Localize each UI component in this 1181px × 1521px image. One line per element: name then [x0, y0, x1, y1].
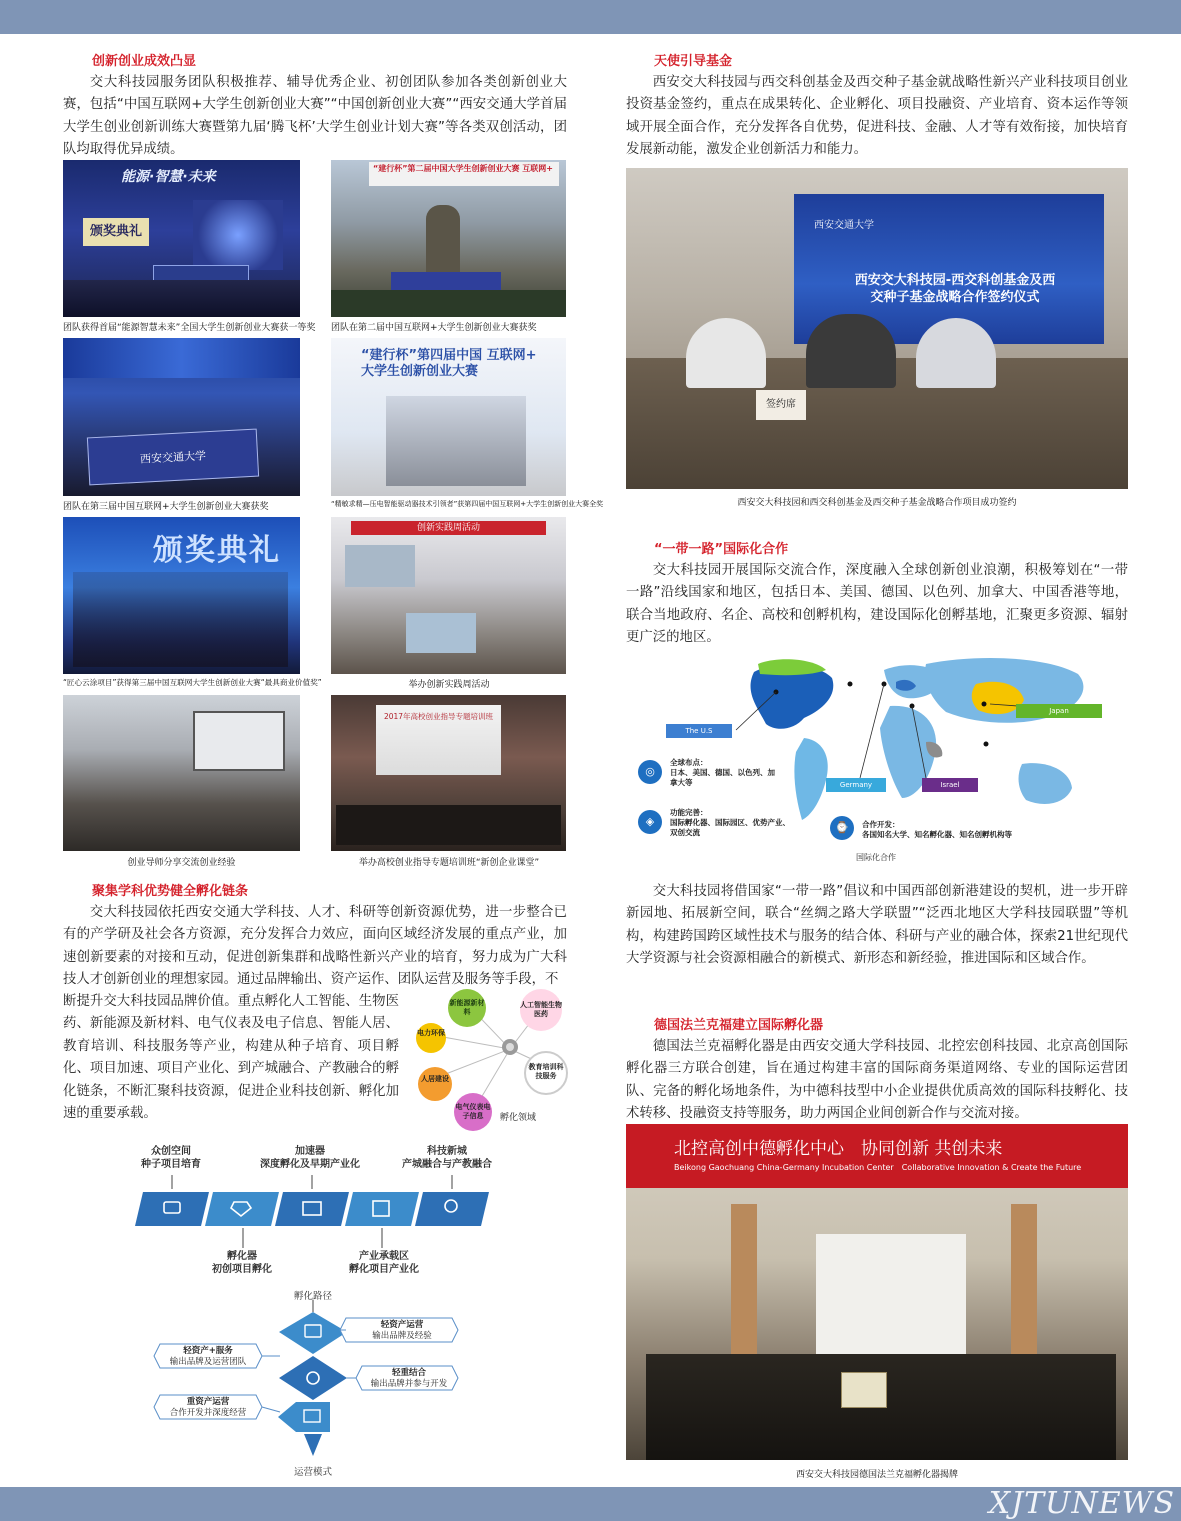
- map-label-israel: Israel: [922, 778, 978, 792]
- photo-fund-signing: [626, 168, 1128, 489]
- projector-screen: [193, 711, 285, 771]
- crowd: [331, 290, 566, 317]
- top-band: [0, 0, 1181, 34]
- backdrop: [63, 338, 300, 378]
- photo-practice-week: [331, 517, 566, 674]
- ops-bottom-label: 运营模式: [293, 1467, 332, 1478]
- photo-caption: 举办高校创业指导专题培训班“新创企业课堂”: [358, 858, 540, 868]
- section-title-incubation-chain: 聚集学科优势健全孵化链条: [92, 884, 249, 899]
- node-ai-biomed: 人工智能生物医药: [520, 989, 562, 1031]
- legend-functions: 功能完善： 国际孵化器、国际园区、优势产业、双创交流: [670, 808, 790, 837]
- chain-connectors-top: [135, 1175, 495, 1191]
- photo-caption: “精敏求精—压电智能驱动器技术引领者”获第四届中国互联网+大学生创新创业大赛全奖: [331, 500, 604, 508]
- award-winners: [73, 572, 288, 667]
- audience: [336, 805, 561, 845]
- banner-cn: 北控高创中德孵化中心 协同创新 共创未来: [674, 1139, 1003, 1159]
- chain-connectors: [135, 1228, 495, 1254]
- watermark: XJTUNEWS: [988, 1486, 1175, 1521]
- angel-fund-paragraph: 西安交大科技园与西交科创基金及西交种子基金就战略性新兴产业科技项目创业投资基金签约，重点在成果转化、企业孵化、项目投融资、产业培育、资本运作等领域开展全面合作，充分发挥各自优势，促进科技、金融、人才等有效衔接，加快培育发展新动能，激发企业创新活力和能力。: [626, 75, 1128, 158]
- signer-right: [916, 318, 996, 388]
- award-board: 颁奖典礼: [83, 218, 149, 246]
- photo-third-contest: [63, 338, 300, 496]
- photo-banner-text: “建行杯”第二届中国大学生创新创业大赛 互联网+: [369, 162, 559, 186]
- photo-caption: 举办创新实践周活动: [408, 680, 490, 690]
- ops-left-box: 重资产运营 合作开发并深度经营: [169, 1397, 247, 1418]
- ops-left-box: 轻资产+服务 输出品牌及运营团队: [169, 1346, 247, 1367]
- app-icon: ◈: [638, 810, 662, 834]
- node-education: 教育培训科技服务: [524, 1051, 568, 1095]
- chain-stage-label: 加速器 深度孵化及早期产业化: [260, 1146, 360, 1170]
- team-group: [386, 396, 526, 486]
- photo-banner-text: 颁奖典礼: [153, 533, 281, 568]
- photo-caption: 团队获得首届“能源智慧未来”全国大学生创新创业大赛获一等奖: [63, 323, 316, 333]
- stage-screen: [193, 200, 283, 270]
- ops-right-box: 轻资产运营 输出品牌及经验: [372, 1320, 432, 1341]
- map-caption: 国际化合作: [856, 853, 896, 862]
- map-label-japan: Japan: [1016, 704, 1102, 718]
- incubation-field-diagram: [410, 985, 570, 1125]
- section-title-angel-fund: 天使引导基金: [654, 54, 733, 69]
- projector-screen: 2017年高校创业指导专题培训班: [376, 705, 501, 775]
- section-title-belt-road: “一带一路”国际化合作: [654, 542, 789, 557]
- ops-top-label: 孵化路径: [293, 1291, 332, 1302]
- signer-center: [806, 314, 896, 388]
- frankfurt-paragraph: 德国法兰克福孵化器是由西安交通大学科技园、北控宏创科技园、北京高创国际孵化器三方联合创建，旨在通过构建丰富的国际商务渠道网络、专业的国际运营团队、完备的孵化场地条件，为中德科技型中小企业提供优质高效的国际科技孵化、技术转移、投融资支持等服务，助力两国企业间创新合作与交流对接。: [626, 1039, 1128, 1122]
- school-flag: 西安交通大学: [87, 429, 259, 486]
- screen-center: [406, 613, 476, 653]
- section-title-achievements: 创新创业成效凸显: [92, 54, 197, 69]
- photo-banner-text: 创新实践周活动: [351, 521, 546, 535]
- photo-commercial-award: [63, 517, 300, 674]
- screen-title: 西安交大科技园-西交科创基金及西 交种子基金战略合作签约仪式: [854, 273, 1056, 305]
- screen-header: 西安交通大学: [814, 220, 874, 231]
- red-banner: [626, 1124, 1128, 1188]
- photo-caption: 西安交大科技园德国法兰克福孵化器揭牌: [795, 1470, 958, 1480]
- photo-mentor-sharing: [63, 695, 300, 851]
- statue: [426, 205, 460, 275]
- photo-banner-text: 能源·智慧·未来: [121, 169, 216, 185]
- plaque: [841, 1372, 887, 1408]
- incubation-paragraph-top: 交大科技园依托西安交通大学科技、人才、科研等创新资源优势，进一步整合已有的产学研及社会各方资源，充分发挥合力效应，面向区域经济发展的重点产业，加速创新要素的对接和互动，促进创新集群和战略性新兴产业的培育，努力成为广大科技人才创新创业的理想家园。通过品牌输出、资产运作、团队运营及服务等手段，不: [63, 905, 567, 988]
- belt-road-paragraph: 交大科技园开展国际交流合作，深度融入全球创新创业浪潮，积极筹划在“一带一路”沿线国家和地区，包括日本、美国、德国、以色列、加拿大、中国香港等地，联合当地政府、名企、高校和创孵机构，建设国际化创孵基地，汇聚更多资源、辐射更广泛的地区。: [626, 563, 1128, 646]
- chain-stage-label: 科技新城 产城融合与产教融合: [402, 1146, 492, 1170]
- signer-left: [686, 318, 766, 388]
- photo-caption: 创业导师分享交流创业经验: [127, 858, 236, 868]
- map-label-us: The U.S: [666, 724, 732, 738]
- chain-stage-label: 产业承载区 孵化项目产业化: [349, 1251, 419, 1275]
- projector-screen: [816, 1234, 966, 1354]
- map-label-germany: Germany: [826, 778, 886, 792]
- name-plate: 签约席: [756, 390, 806, 420]
- incubation-chain-bar: [135, 1190, 495, 1230]
- photo-training-class: [331, 695, 566, 851]
- ops-right-box: 轻重结合 输出品牌并参与开发: [370, 1368, 448, 1389]
- legend-global: 全球布点： 日本、美国、德国、以色列、加拿大等: [670, 758, 775, 787]
- node-living: 人居建设: [418, 1067, 452, 1101]
- photo-caption: 西安交大科技园和西交科创基金及西交种子基金战略合作项目成功签约: [737, 498, 1017, 508]
- photo-energy-award: [63, 160, 300, 317]
- legend-cooperation: 合作开发： 各国知名大学、知名孵化器、知名创孵机构等: [862, 820, 1012, 839]
- node-new-energy: 新能源新材料: [448, 989, 486, 1027]
- photo-frankfurt-unveiling: [626, 1124, 1128, 1460]
- screen-left: [345, 545, 415, 587]
- belt-road-paragraph-2: 交大科技园将借国家“一带一路”倡议和中国西部创新港建设的契机，进一步开辟新园地、拓展新空间，联合“丝绸之路大学联盟”“泛西北地区大学科技园联盟”等机构，构建跨国跨区域性技术与服务的结合体、科研与产业的融合体，探索21世纪现代大学资源与社会资源相融合的新模式、新形态和新经验，推进国际和区域合作。: [626, 884, 1128, 967]
- photo-caption: 团队在第二届中国互联网+大学生创新创业大赛获奖: [331, 323, 537, 333]
- photo-banner-text: “建行杯”第四届中国 互联网+ 大学生创新创业大赛: [361, 348, 537, 379]
- photo-second-contest: [331, 160, 566, 317]
- chain-stage-label: 众创空间 种子项目培育: [141, 1146, 201, 1170]
- section-title-frankfurt: 德国法兰克福建立国际孵化器: [654, 1018, 824, 1033]
- chain-stage-label: 孵化器 初创项目孵化: [212, 1251, 272, 1275]
- photo-caption: 团队在第三届中国互联网+大学生创新创业大赛获奖: [63, 502, 269, 512]
- achievements-paragraph: 交大科技园服务团队积极推荐、辅导优秀企业、初创团队参加各类创新创业大赛，包括“中国互联网+大学生创新创业大赛”“中国创新创业大赛”“西安交通大学首届大学生创业创新训练大赛暨第九届‘腾飞杯’大学生创业计划大赛”等各类双创活动，团队均取得优异成绩。: [63, 75, 567, 158]
- banner-en: Beikong Gaochuang China-Germany Incubation Center Collaborative Innovation & Create the Future: [674, 1163, 1082, 1172]
- wifi-icon: ◎: [638, 760, 662, 784]
- photo-caption: “匠心云涂项目”获得第三届中国互联网大学生创新创业大赛“最具商业价值奖”: [63, 678, 322, 687]
- stage-floor: [63, 280, 300, 317]
- node-electrical: 电气仪表电子信息: [454, 1093, 492, 1131]
- hub-caption: 孵化领域: [500, 1113, 537, 1123]
- photo-fourth-contest: [331, 338, 566, 496]
- world-map-figure: [626, 648, 1128, 866]
- incubation-paragraph-bottom: 断提升交大科技园品牌价值。重点孵化人工智能、生物医药、新能源及新材料、电气仪表及电子信息、智能人居、教育培训、科技服务等产业，构建从种子培育、项目孵化、项目加速、项目产业化、到产城融合、产教融合的孵化链条，不断汇聚科技资源，促进企业科技创新、孵化加速的重要承载。: [63, 994, 399, 1122]
- watch-icon: ⌚: [830, 816, 854, 840]
- node-power-environment: 电力环保: [416, 1023, 446, 1053]
